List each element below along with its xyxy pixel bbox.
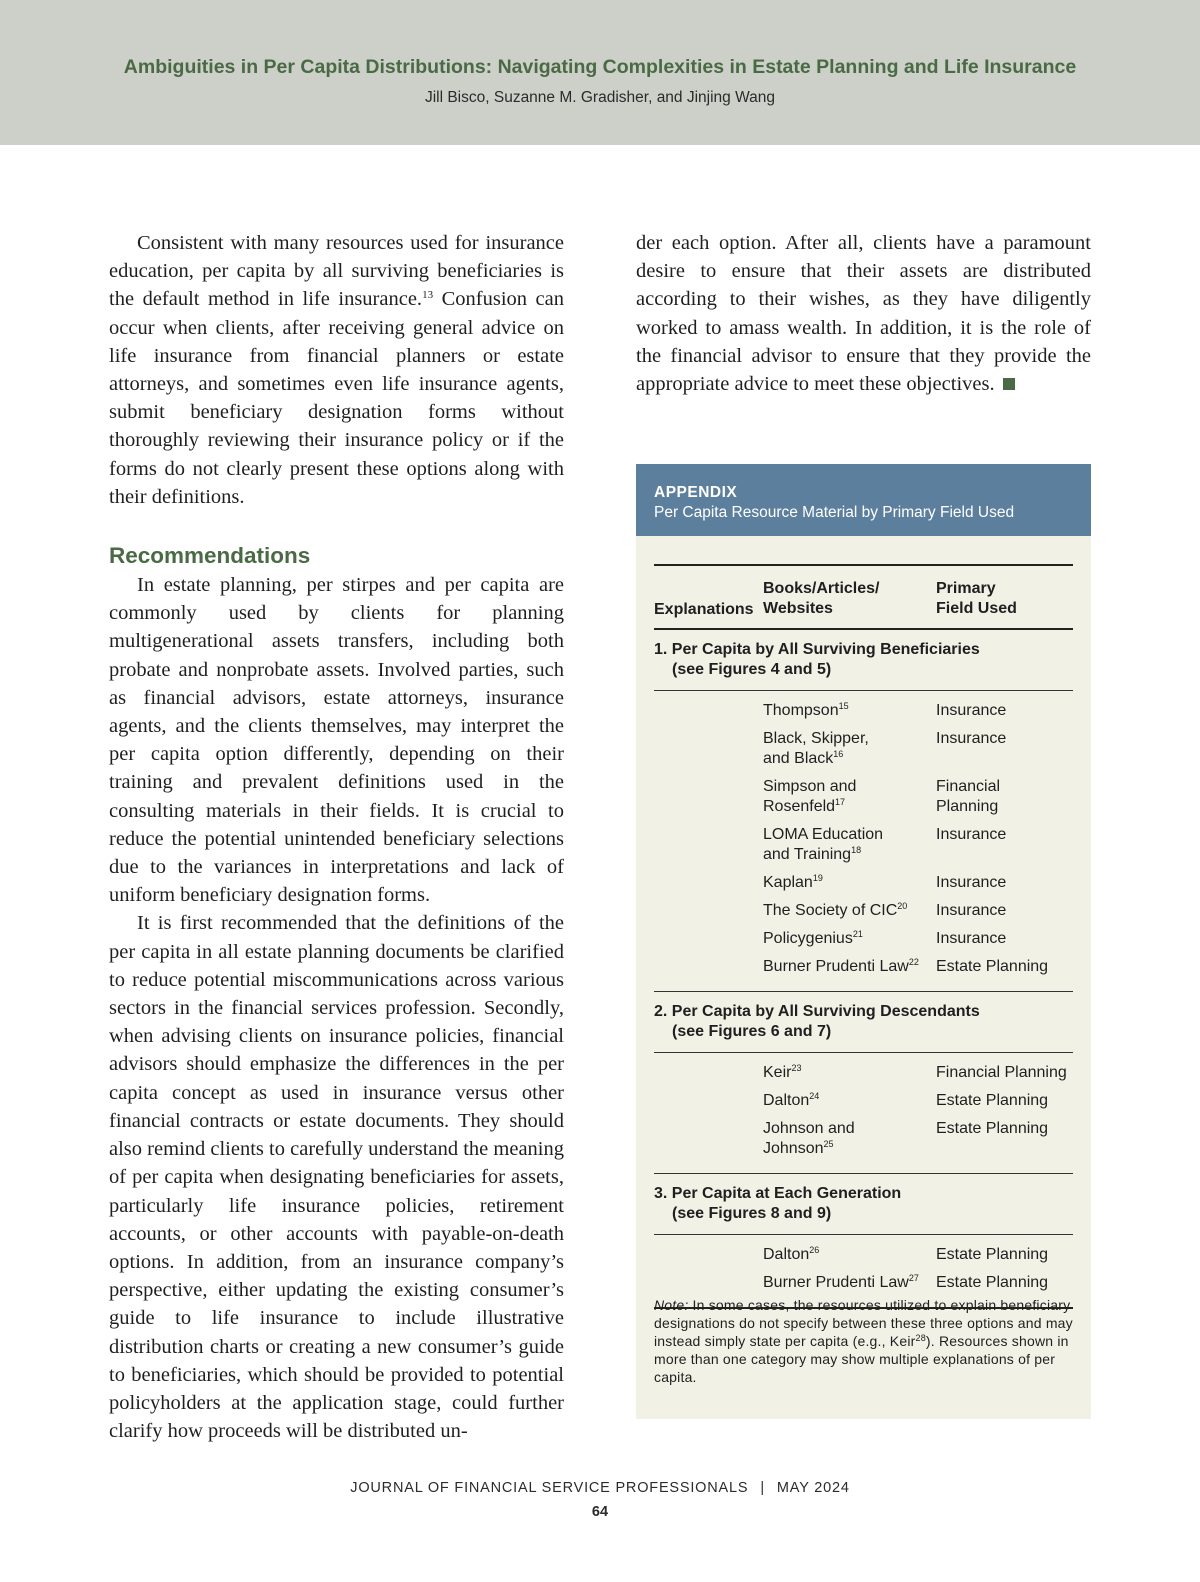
source-cell bbox=[763, 929, 933, 949]
table-row bbox=[654, 901, 1073, 929]
col-header-explanations: Explanations bbox=[654, 601, 754, 618]
footnote-ref: 21 bbox=[852, 929, 863, 939]
source-text: Keir bbox=[763, 1064, 792, 1081]
source-text: Rosenfeld bbox=[763, 798, 836, 815]
footnote-ref: 15 bbox=[838, 701, 849, 711]
source-cell bbox=[763, 825, 933, 865]
source-text: The Society of CIC bbox=[763, 902, 898, 919]
table-row bbox=[654, 1245, 1073, 1273]
source-text: and Training bbox=[763, 846, 852, 863]
footnote-ref: 13 bbox=[422, 289, 434, 302]
col-header-line: Field Used bbox=[936, 600, 1017, 617]
field-text: Planning bbox=[936, 798, 999, 815]
footnote-ref: 27 bbox=[908, 1273, 919, 1283]
appendix-note bbox=[654, 1296, 1073, 1386]
footnote-ref: 22 bbox=[908, 957, 919, 967]
footnote-ref: 26 bbox=[809, 1245, 820, 1255]
right-column bbox=[636, 229, 1091, 398]
section-title-line: 2. Per Capita by All Surviving Descendants bbox=[654, 1003, 980, 1020]
field-text: Financial Planning bbox=[936, 1064, 1067, 1081]
journal-name: JOURNAL OF FINANCIAL SERVICE PROFESSIONALS bbox=[350, 1480, 749, 1496]
table-row bbox=[654, 929, 1073, 957]
source-text: Johnson and bbox=[763, 1120, 855, 1137]
appendix-label: APPENDIX bbox=[654, 484, 738, 501]
note-label: Note: bbox=[654, 1297, 689, 1313]
source-text: Thompson bbox=[763, 702, 839, 719]
footnote-ref: 25 bbox=[823, 1139, 834, 1149]
col-header-line: Websites bbox=[763, 600, 833, 617]
end-of-article-mark bbox=[1003, 378, 1015, 390]
section-title-line: (see Figures 6 and 7) bbox=[672, 1023, 832, 1040]
field-cell bbox=[936, 873, 1076, 893]
field-cell bbox=[936, 1273, 1076, 1293]
table-row bbox=[654, 825, 1073, 873]
footnote-ref: 18 bbox=[851, 845, 862, 855]
field-text: Estate Planning bbox=[936, 1120, 1049, 1137]
note-text: In some cases, the resources utilized to explain beneficiary designations do not specify between these three options and may instead simply state per capita (e.g., Keir bbox=[654, 1297, 1073, 1349]
table-row bbox=[654, 701, 1073, 729]
field-cell bbox=[936, 1119, 1076, 1139]
appendix-table bbox=[654, 564, 1073, 1309]
footnote-ref: 28 bbox=[915, 1333, 926, 1343]
field-text: Estate Planning bbox=[936, 1246, 1049, 1263]
note-text: ). Resources shown in more than one category may show multiple explanations of per capita. bbox=[654, 1333, 1069, 1385]
table-row bbox=[654, 1091, 1073, 1119]
footer-journal-line bbox=[0, 1480, 1200, 1496]
field-text: Insurance bbox=[936, 902, 1007, 919]
source-cell bbox=[763, 1119, 933, 1159]
field-text: Estate Planning bbox=[936, 1092, 1049, 1109]
appendix-box bbox=[636, 464, 1091, 1419]
section-title-line: (see Figures 4 and 5) bbox=[672, 661, 832, 678]
source-text: LOMA Education bbox=[763, 826, 884, 843]
field-cell bbox=[936, 1245, 1076, 1265]
table-row bbox=[654, 729, 1073, 777]
col-header-line: Primary bbox=[936, 580, 996, 597]
source-text: Dalton bbox=[763, 1092, 810, 1109]
appendix-header bbox=[636, 464, 1091, 536]
field-cell bbox=[936, 825, 1076, 845]
footnote-ref: 20 bbox=[897, 901, 908, 911]
source-cell bbox=[763, 1273, 933, 1293]
footnote-ref: 17 bbox=[835, 797, 846, 807]
source-text: Policygenius bbox=[763, 930, 853, 947]
source-cell bbox=[763, 729, 933, 769]
body-paragraph: In estate planning, per stirpes and per capita are commonly used by clients for planning multigenerational assets transfers, including both probate and nonprobate assets. Involved parties, such as financial advisors, estate attorneys, insurance agents, and the clients themselves, may interpret the per capita option differently, depending on their training and prevalent definitions used in the consulting materials in their fields. It is crucial to reduce the potential unintended beneficiary selections due to the variances in interpretations and lack of uniform beneficiary designation forms. bbox=[109, 574, 564, 907]
field-cell bbox=[936, 729, 1076, 749]
table-row bbox=[654, 777, 1073, 825]
source-text: Dalton bbox=[763, 1246, 810, 1263]
field-text: Estate Planning bbox=[936, 1274, 1049, 1291]
table-sections bbox=[654, 630, 1073, 1309]
field-cell bbox=[936, 1091, 1076, 1111]
section-title-line: 3. Per Capita at Each Generation bbox=[654, 1185, 902, 1202]
source-text: Burner Prudenti Law bbox=[763, 1274, 909, 1291]
table-section-title bbox=[654, 630, 1073, 690]
footnote-ref: 23 bbox=[791, 1063, 802, 1073]
table-section-body bbox=[654, 691, 1073, 991]
field-text: Insurance bbox=[936, 826, 1007, 843]
field-text: Estate Planning bbox=[936, 958, 1049, 975]
field-cell bbox=[936, 957, 1076, 977]
issue-date: MAY 2024 bbox=[776, 1480, 850, 1496]
table-row bbox=[654, 1063, 1073, 1091]
source-cell bbox=[763, 873, 933, 893]
source-cell bbox=[763, 1245, 933, 1265]
table-header bbox=[654, 566, 1073, 628]
section-title-line: (see Figures 8 and 9) bbox=[672, 1205, 832, 1222]
body-paragraph bbox=[109, 229, 564, 511]
table-row bbox=[654, 1119, 1073, 1167]
source-text: Burner Prudenti Law bbox=[763, 958, 909, 975]
field-cell bbox=[936, 1063, 1076, 1083]
article-authors: Jill Bisco, Suzanne M. Gradisher, and Jinjing Wang bbox=[424, 89, 776, 106]
page-number: 64 bbox=[591, 1504, 609, 1520]
footnote-ref: 19 bbox=[812, 873, 823, 883]
source-cell bbox=[763, 1063, 933, 1083]
footnote-ref: 24 bbox=[809, 1091, 820, 1101]
footer-separator: | bbox=[760, 1480, 765, 1496]
field-text: Insurance bbox=[936, 930, 1007, 947]
paragraph-text: Confusion can occur when clients, after receiving general advice on life insurance from financial planners or estate attorneys, and sometimes even life insurance agents, submit beneficiary designation forms without thoroughly reviewing their insurance policy or if the forms do not clearly present these options along with their definitions. bbox=[109, 288, 565, 508]
field-text: Financial bbox=[936, 778, 1001, 795]
source-text: Black, Skipper, bbox=[763, 730, 869, 747]
col-header-line: Books/Articles/ bbox=[763, 580, 880, 597]
body-paragraph bbox=[636, 229, 1091, 398]
field-text: Insurance bbox=[936, 702, 1007, 719]
source-text: and Black bbox=[763, 750, 834, 767]
article-title: Ambiguities in Per Capita Distributions: Navigating Complexities in Estate Planning and Life Insurance bbox=[123, 56, 1077, 78]
field-cell bbox=[936, 701, 1076, 721]
paragraph-text: Consistent with many resources used for insurance education, per capita by all surviving beneficiaries is the default method in life insurance. bbox=[109, 232, 564, 311]
table-section-title bbox=[654, 992, 1073, 1052]
table-row bbox=[654, 873, 1073, 901]
source-cell bbox=[763, 777, 933, 817]
body-paragraph: It is first recommended that the definitions of the per capita in all estate planning documents be clarified to reduce potential miscommunications across various sectors in the financial services profession. Secondly, when advising clients on insurance policies, financial advisors should emphasize the differences in the per capita concept as used in insurance versus other financial contracts or estate documents. They should also remind clients to carefully understand the meaning of per capita when designating beneficiaries for assets, particularly life insurance policies, retirement accounts, or other accounts with payable-on-death options. In addition, from an insurance company’s perspective, either updating the existing consumer’s guide to life insurance to include illustrative distribution charts or creating a new consumer’s guide to beneficiaries, which should be provided to potential policyholders at the application stage, could further clarify how proceeds will be distributed un- bbox=[109, 912, 564, 1443]
paragraph-text: der each option. After all, clients have a paramount desire to ensure that their assets are distributed according to their wishes, as they have diligently worked to amass wealth. In addition, it is the role of the financial advisor to ensure that they provide the appropriate advice to meet these objectives. bbox=[636, 232, 1091, 396]
field-text: Insurance bbox=[936, 730, 1007, 747]
source-text: Simpson and bbox=[763, 778, 857, 795]
source-text: Kaplan bbox=[763, 874, 813, 891]
left-column bbox=[109, 229, 564, 1445]
table-section-title bbox=[654, 1174, 1073, 1234]
section-heading: Recommendations bbox=[109, 543, 311, 569]
col-header-field bbox=[936, 579, 1017, 619]
header-band bbox=[0, 0, 1200, 145]
source-cell bbox=[763, 957, 933, 977]
source-text: Johnson bbox=[763, 1140, 824, 1157]
footnote-ref: 16 bbox=[833, 749, 844, 759]
source-cell bbox=[763, 901, 933, 921]
field-cell bbox=[936, 929, 1076, 949]
col-header-sources bbox=[763, 579, 879, 619]
source-cell bbox=[763, 1091, 933, 1111]
appendix-subtitle: Per Capita Resource Material by Primary Field Used bbox=[654, 504, 1015, 521]
table-row bbox=[654, 957, 1073, 985]
field-cell bbox=[936, 901, 1076, 921]
table-section-body bbox=[654, 1053, 1073, 1173]
section-title-line: 1. Per Capita by All Surviving Beneficiaries bbox=[654, 641, 980, 658]
source-cell bbox=[763, 701, 933, 721]
field-text: Insurance bbox=[936, 874, 1007, 891]
field-cell bbox=[936, 777, 1076, 817]
